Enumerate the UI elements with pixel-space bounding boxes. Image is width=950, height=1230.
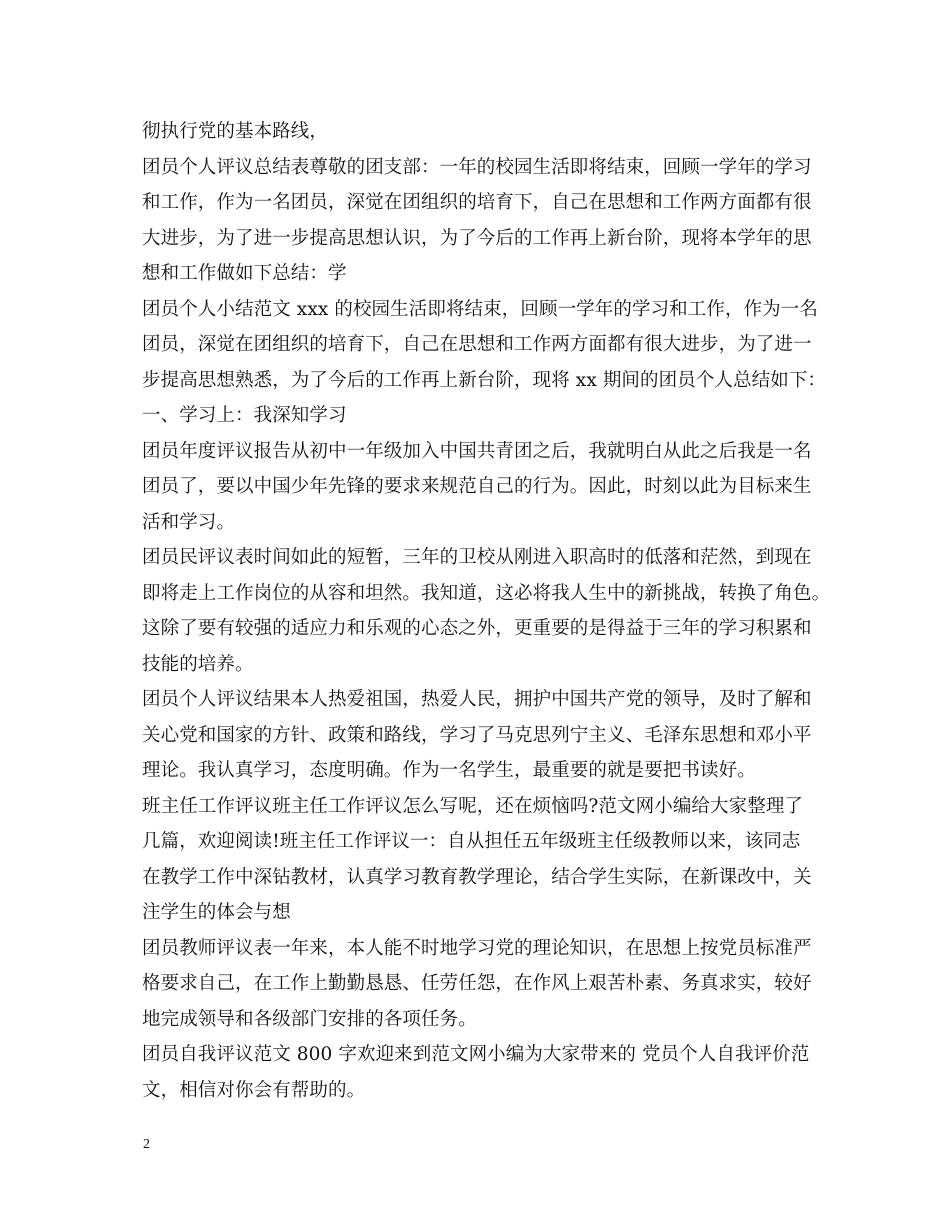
- text-line: 在教学工作中深钻教材，认真学习教育教学理论，结合学生实际，在新课改中，关: [142, 866, 812, 888]
- text-line: 团员民评议表时间如此的短暂，三年的卫校从刚进入职高时的低落和茫然，到现在: [142, 547, 812, 568]
- text-line: 团员个人评议结果本人热爱祖国，热爱人民，拥护中国共产党的领导，及时了解和: [142, 689, 812, 710]
- text-line: 地完成领导和各级部门安排的各项任务。: [142, 1008, 477, 1030]
- text-line: 活和学习。: [142, 511, 236, 533]
- text-line: 文，相信对你会有帮助的。: [142, 1079, 366, 1101]
- text-line: 这除了要有较强的适应力和乐观的心态之外，更重要的是得益于三年的学习积累和: [142, 618, 812, 639]
- text-line: 一、学习上：我深知学习: [142, 405, 347, 426]
- text-line: 团员年度评议报告从初中一年级加入中国共青团之后，我就明白从此之后我是一名: [142, 440, 812, 462]
- text-line: 步提高思想熟悉，为了今后的工作再上新台阶，现将 xx 期间的团员个人总结如下：: [142, 369, 827, 391]
- text-line: 团员，深觉在团组织的培育下，自己在思想和工作两方面都有很大进步，为了进一: [142, 334, 812, 355]
- page-number: 2: [143, 1137, 150, 1152]
- text-line: 理论。我认真学习，态度明确。作为一名学生，最重要的就是要把书读好。: [142, 760, 756, 781]
- text-line: 即将走上工作岗位的从容和坦然。我知道，这必将我人生中的新挑战，转换了角色。: [142, 582, 831, 604]
- text-line: 几篇，欢迎阅读!班主任工作评议一：自从担任五年级班主任级教师以来，该同志: [142, 831, 801, 852]
- text-line: 团员个人小结范文 xxx 的校园生活即将结束，回顾一学年的学习和工作，作为一名: [142, 298, 818, 320]
- text-line: 和工作，作为一名团员，深觉在团组织的培育下，自己在思想和工作两方面都有很: [142, 192, 812, 213]
- text-line: 注学生的体会与想: [142, 902, 291, 923]
- text-line: 团员个人评议总结表尊敬的团支部：一年的校园生活即将结束，回顾一学年的学习: [142, 156, 812, 178]
- text-line: 团员了，要以中国少年先锋的要求来规范自己的行为。因此，时刻以此为目标来生: [142, 476, 812, 497]
- text-line: 关心党和国家的方针、政策和路线，学习了马克思列宁主义、毛泽东思想和邓小平: [142, 724, 812, 746]
- text-line: 班主任工作评议班主任工作评议怎么写呢，还在烦恼吗?范文网小编给大家整理了: [142, 795, 804, 817]
- text-line: 格要求自己，在工作上勤勤恳恳、任劳任怨，在作风上艰苦朴素、务真求实，较好: [142, 973, 812, 994]
- text-line: 想和工作做如下总结：学: [142, 263, 347, 284]
- document-body: [142, 114, 831, 1108]
- text-line: 大进步，为了进一步提高思想认识，为了今后的工作再上新台阶，现将本学年的思: [142, 227, 812, 249]
- text-line: 团员自我评议范文 800 字欢迎来到范文网小编为大家带来的 党员个人自我评价范: [142, 1044, 810, 1065]
- text-line: 彻执行党的基本路线，: [142, 121, 329, 142]
- text-line: 团员教师评议表一年来，本人能不时地学习党的理论知识，在思想上按党员标准严: [142, 937, 812, 959]
- text-line: 技能的培养。: [142, 653, 254, 675]
